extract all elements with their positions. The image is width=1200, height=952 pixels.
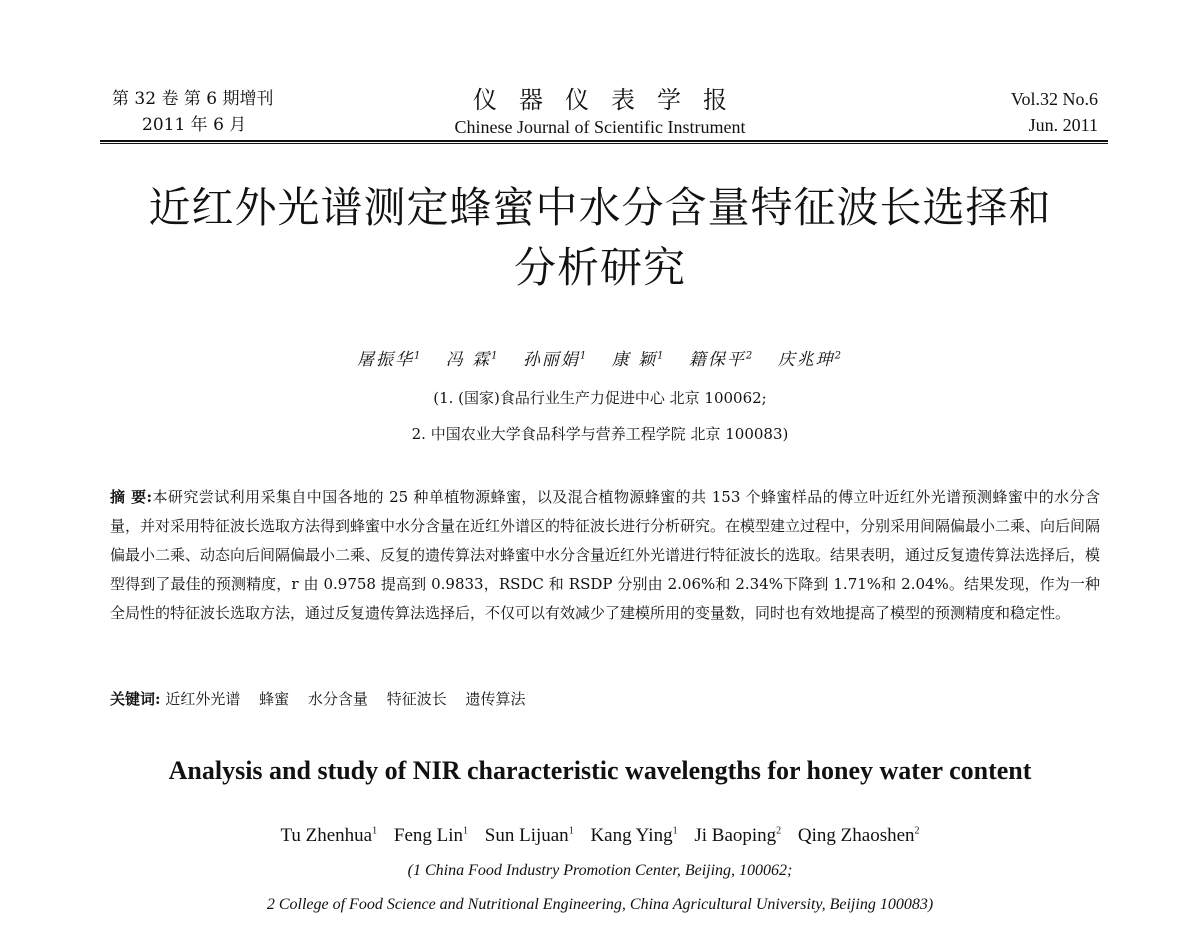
- abstract-text: 本研究尝试利用采集自中国各地的 25 种单植物源蜂蜜，以及混合植物源蜂蜜的共 153 个蜂蜜样品的傅立叶近红外光谱预测蜂蜜中的水分含量，并对采用特征波长选取方法得到蜂蜜中水分含量在近红外谱区的特征波长进行分析研究。在模型建立过程中，分别采用间隔偏最小二乘、向后间隔偏最小二乘、动态向后间隔偏最小二乘、反复的遗传算法对蜂蜜中水分含量近红外光谱进行特征波长的选取。结果表明，通过反复遗传算法选择后，模型得到了最佳的预测精度，r 由 0.9758 提高到 0.9833，RSDC 和 RSDP 分别由 2.06%和 2.34%下降到 1.71%和 2.04%。结果发现，作为一种全局性的特征波长选取方法，通过反复遗传算法选择后，不仅可以有效减少了建模所用的变量数，同时也有效地提高了模型的预测精度和稳定性。: [110, 488, 1101, 622]
- keywords-cn: [110, 688, 540, 709]
- volume-issue-en: Vol.32 No.6: [1010, 89, 1098, 109]
- keywords-label: 关键词:: [110, 690, 161, 708]
- keyword: 水分含量: [307, 690, 368, 708]
- authors-en: [0, 825, 1200, 847]
- paper-title-en: Analysis and study of NIR characteristic wavelengths for honey water content: [168, 756, 1032, 785]
- header-right: [1011, 86, 1098, 138]
- journal-name-en: Chinese Journal of Scientific Instrument: [454, 117, 746, 137]
- keyword: 蜂蜜: [259, 690, 290, 708]
- author-en: Sun Lijuan$^1$: [484, 825, 574, 846]
- author-en: Feng Lin$^1$: [393, 825, 469, 846]
- header-rule-thin: [100, 143, 1108, 144]
- author-en: Qing Zhaoshen$^2$: [797, 825, 920, 846]
- author-en: Kang Ying$^1$: [590, 825, 678, 846]
- volume-issue: 第 32 卷 第 6 期增刊: [112, 89, 274, 109]
- author-cn: 康 颖$^1$: [611, 350, 666, 370]
- affiliation-en-1: (1 China Food Industry Promotion Center, Beijing, 100062;: [407, 862, 793, 879]
- journal-name-cn: 仪器仪表学报: [473, 86, 749, 114]
- author-cn: 籍保平$^2$: [688, 350, 755, 370]
- author-en: Ji Baoping$^2$: [694, 825, 782, 846]
- affiliation-cn-2: 2. 中国农业大学食品科学与营养工程学院 北京 100083): [411, 425, 789, 443]
- author-cn: 庆兆珅$^2$: [777, 350, 844, 370]
- header-rule: [100, 140, 1108, 142]
- author-cn: 冯 霖$^1$: [445, 350, 500, 370]
- title-line-2: 分析研究: [513, 243, 686, 292]
- paper-title-cn: [0, 178, 1200, 298]
- author-en: Tu Zhenhua$^1$: [280, 825, 378, 846]
- affiliation-en-2: 2 College of Food Science and Nutritional Engineering, China Agricultural University, Beijing 100083): [266, 896, 934, 913]
- affiliation-cn-1: (1. (国家)食品行业生产力促进中心 北京 100062;: [433, 389, 767, 407]
- publication-date-en: Jun. 2011: [1028, 115, 1098, 135]
- author-cn: 屠振华$^1$: [356, 350, 423, 370]
- publication-date: 2011 年 6 月: [142, 115, 247, 135]
- title-line-1: 近红外光谱测定蜂蜜中水分含量特征波长选择和: [148, 183, 1052, 232]
- keyword: 近红外光谱: [165, 690, 241, 708]
- abstract-cn: [110, 483, 1100, 628]
- abstract-label: 摘 要:: [110, 488, 153, 506]
- keyword: 遗传算法: [465, 690, 526, 708]
- keyword: 特征波长: [386, 690, 447, 708]
- author-cn: 孙丽娟$^1$: [522, 350, 589, 370]
- authors-cn: [0, 345, 1200, 370]
